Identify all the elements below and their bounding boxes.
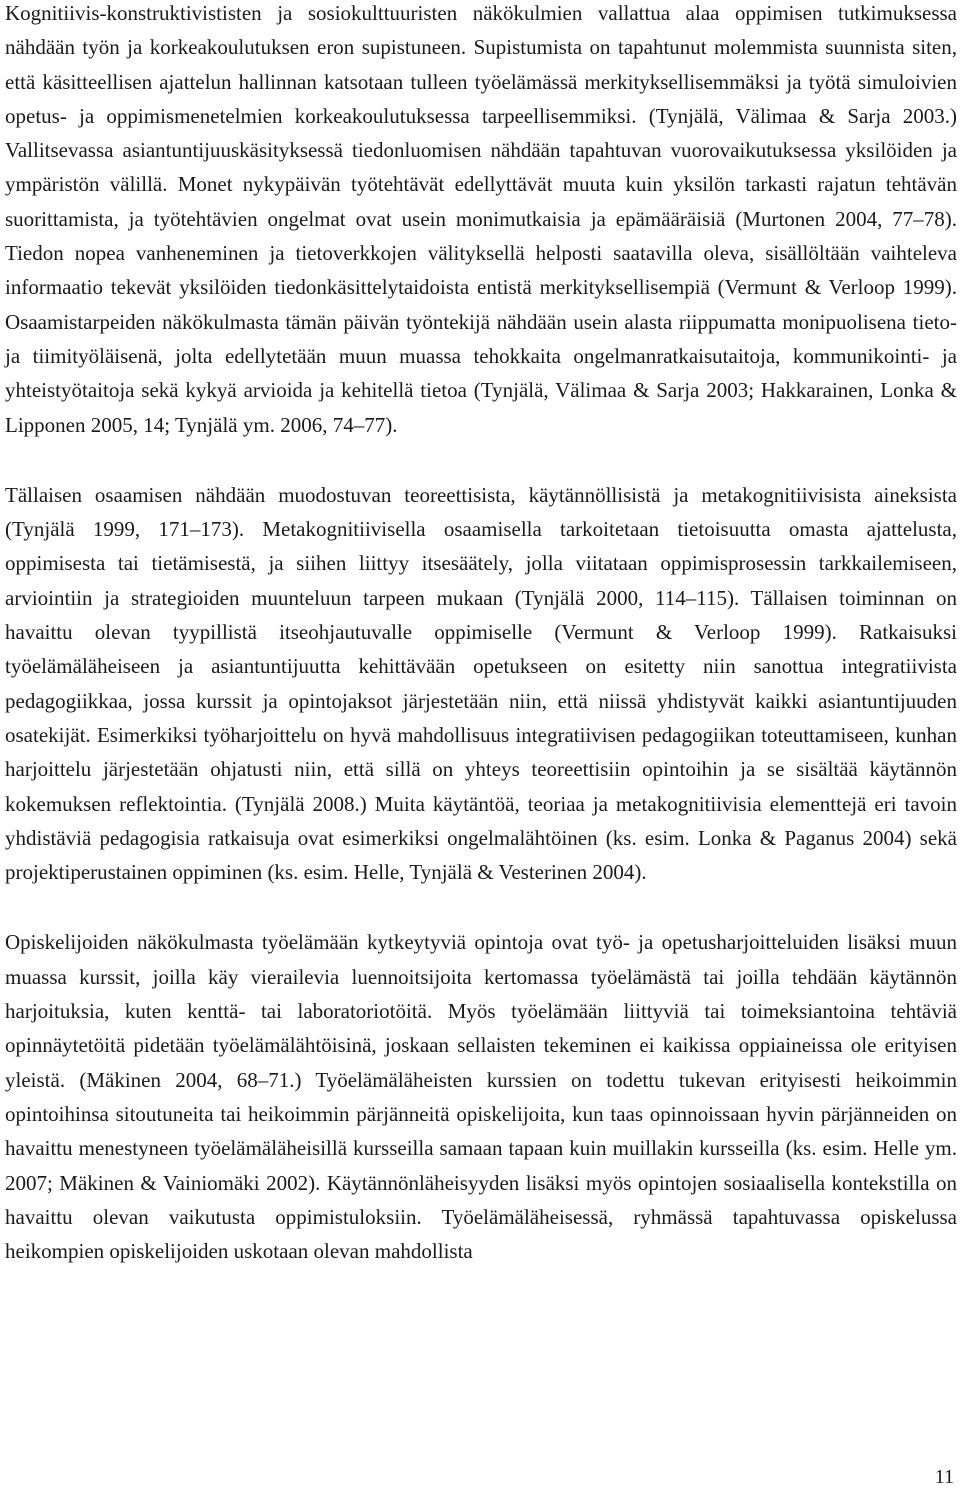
body-paragraph-3: Opiskelijoiden näkökulmasta työelämään kytkeytyviä opintoja ovat työ- ja opetusharjoitteluiden lisäksi muun muassa kurssit, joilla käy vierailevia luennoitsijoita kertomassa työelämästä tai joilla tehdään käytännön harjoituksia, kuten kenttä- tai laboratoriotöitä. Myös työelämään liittyviä tai toimeksiantoina tehtäviä opinnäytetöitä pidetään työelämälähtöisinä, joskaan sellaisten tekeminen ei kaikissa oppiaineissa ole erityisen yleistä. (Mäkinen 2004, 68–71.) Työelämäläheisten kurssien on todettu tukevan erityisesti heikoimmin opintoihinsa sitoutuneita tai heikoimmin pärjänneitä opiskelijoita, kun taas opinnoissaan hyvin pärjänneiden on havaittu menestyneen työelämäläheisillä kursseilla samaan tapaan kuin muillakin kursseilla (ks. esim. Helle ym. 2007; Mäkinen & Vainiomäki 2002). Käytännönläheisyyden lisäksi myös opintojen sosiaalisella kontekstilla on havaittu olevan vaikutusta oppimistuloksiin. Työelämäläheisessä, ryhmässä tapahtuvassa opiskelussa heikompien opiskelijoiden uskotaan olevan mahdollista xyxy=(5,930,957,1264)
body-paragraph-2: Tällaisen osaamisen nähdään muodostuvan teoreettisista, käytännöllisistä ja metakognitiivisista aineksista (Tynjälä 1999, 171–173). Metakognitiivisella osaamisella tarkoitetaan tietoisuutta omasta ajattelusta, oppimisesta tai tietämisestä, ja siihen liittyy itsesäätely, jolla viitataan oppimisprosessin tarkkailemiseen, arviointiin ja strategioiden muunteluun tarpeen mukaan (Tynjälä 2000, 114–115). Tällaisen toiminnan on havaittu olevan tyypillistä itseohjautuvalle oppimiselle (Vermunt & Verloop 1999). Ratkaisuksi työelämäläheiseen ja asiantuntijuutta kehittävään opetukseen on esitetty niin sanottua integratiivista pedagogiikkaa, jossa kurssit ja opintojaksot järjestetään niin, että niissä yhdistyvät kaikki asiantuntijuuden osatekijät. Esimerkiksi työharjoittelu on hyvä mahdollisuus integratiivisen pedagogiikan toteuttamiseen, kunhan harjoittelu järjestetään ohjatusti niin, että sillä on yhteys teoreettisiin opintoihin ja se sisältää käytännön kokemuksen reflektointia. (Tynjälä 2008.) Muita käytäntöä, teoriaa ja metakognitiivisia elementtejä eri tavoin yhdistäviä pedagogisia ratkaisuja ovat esimerkiksi ongelmalähtöinen (ks. esim. Lonka & Paganus 2004) sekä projektiperustainen oppiminen (ks. esim. Helle, Tynjälä & Vesterinen 2004). xyxy=(5,482,957,885)
page-number: 11 xyxy=(934,1466,954,1488)
document-page xyxy=(5,0,957,1268)
body-paragraph-1: Kognitiivis-konstruktivististen ja sosiokulttuuristen näkökulmien vallattua alaa oppimisen tutkimuksessa nähdään työn ja korkeakoulutuksen eron supistuneen. Supistumista on tapahtunut molemmista suunnista siten, että käsitteellisen ajattelun hallinnan katsotaan tulleen työelämässä merkityksellisemmäksi ja työtä simuloivien opetus- ja oppimismenetelmien korkeakoulutuksessa tarpeellisemmiksi. (Tynjälä, Välimaa & Sarja 2003.) Vallitsevassa asiantuntijuuskäsityksessä tiedonluomisen nähdään tapahtuvan vuorovaikutuksessa yksilöiden ja ympäristön välillä. Monet nykypäivän työtehtävät edellyttävät muuta kuin yksilön tarkasti rajatun tehtävän suorittamista, ja työtehtävien ongelmat ovat usein monimutkaisia ja epämääräisiä (Murtonen 2004, 77–78). Tiedon nopea vanheneminen ja tietoverkkojen välityksellä helposti saatavilla oleva, sisällöltään vaihteleva informaatio tekevät yksilöiden tiedonkäsittelytaidoista entistä merkityksellisempiä (Vermunt & Verloop 1999). Osaamistarpeiden näkökulmasta tämän päivän työntekijä nähdään usein alasta riippumatta monipuolisena tieto- ja tiimityöläisenä, jolta edellytetään muun muassa tehokkaita ongelmanratkaisutaitoja, kommunikointi- ja yhteistyötaitoja sekä kykyä arvioida ja kehitellä tietoa (Tynjälä, Välimaa & Sarja 2003; Hakkarainen, Lonka & Lipponen 2005, 14; Tynjälä ym. 2006, 74–77). xyxy=(5,1,957,437)
